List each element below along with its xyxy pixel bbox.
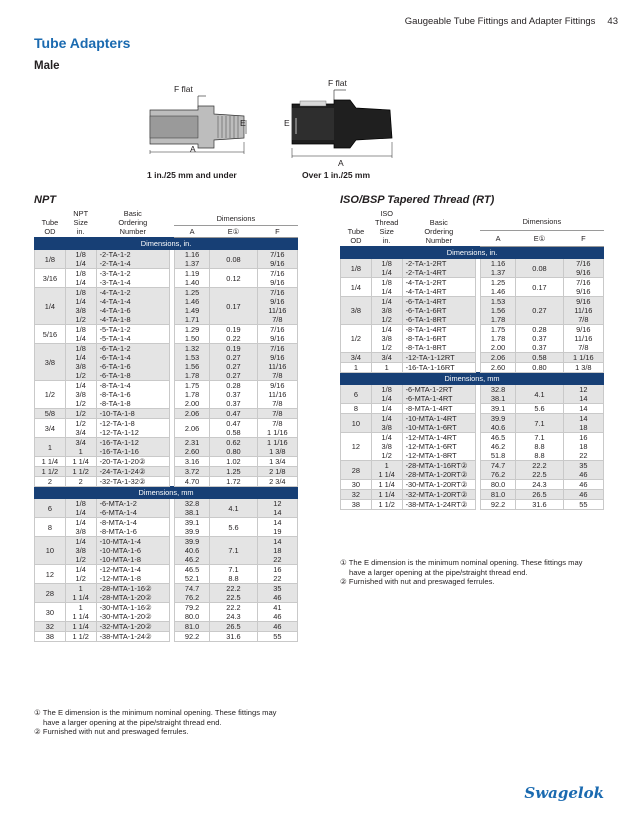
ordering-number-cell: -8-TA-1-4 -8-TA-1-6 -8-TA-1-8 [96,381,169,409]
fitting-diagram [0,78,638,188]
thread-size-cell: 1/4 3/8 [65,518,96,537]
dim-f-cell: 9/16 11/16 7/8 [563,325,603,353]
table-row [35,499,298,518]
npt-notes [34,708,319,737]
dim-e-cell: 7.1 8.8 [210,565,257,584]
right-caption: Over 1 in./25 mm [302,170,371,180]
tube-od-cell: 32 [341,490,372,500]
table-row [341,500,604,510]
dim-a-cell: 1.75 1.78 2.00 [174,381,210,409]
thread-size-cell: 3/4 [371,353,402,363]
thread-size-cell: 1 1/4 [371,480,402,490]
dim-f-cell: 35 46 [257,584,297,603]
dim-a-cell: 1.16 1.37 [480,259,516,278]
dimension-band [341,247,604,259]
iso-table [340,208,604,510]
table-row [35,477,298,487]
dim-f-cell: 14 18 [563,414,603,433]
ordering-number-cell: -32-TA-1-32② [96,477,169,487]
thread-size-cell: 1/2 3/4 [65,419,96,438]
npt-note-2: ② Furnished with nut and preswaged ferrules. [34,727,189,737]
ordering-number-cell: -6-TA-1-2 -6-TA-1-4 -6-TA-1-6 -6-TA-1-8 [96,344,169,381]
tube-od-cell: 3/4 [341,353,372,363]
ordering-number-cell: -38-MTA-1-24② [96,632,169,642]
ordering-number-cell: -28-MTA-1-16RT② -28-MTA-1-20RT② [402,461,475,480]
dim-e-cell: 4.1 [210,499,257,518]
table-row [341,353,604,363]
table-row [35,584,298,603]
dim-a-cell: 1.25 1.46 1.49 1.71 [174,288,210,325]
thread-size-cell: 1 1/4 [65,457,96,467]
table-row [341,259,604,278]
table-row [35,419,298,438]
tube-od-cell: 1/2 [341,325,372,353]
dim-f-cell: 14 19 [257,518,297,537]
dim-f-cell: 41 46 [257,603,297,622]
dim-a-cell: 3.72 [174,467,210,477]
thread-size-cell: 1/4 3/8 1/2 [371,325,402,353]
tube-od-cell: 1/4 [341,278,372,297]
ordering-number-cell: -12-MTA-1-4 -12-MTA-1-8 [96,565,169,584]
tube-od-cell: 12 [35,565,66,584]
page-header [405,16,618,27]
dim-f-cell: 2 3/4 [257,477,297,487]
npt-table [34,208,298,642]
dimension-band [35,487,298,499]
page-number: 43 [607,16,618,27]
tube-od-cell: 1/4 [35,288,66,325]
iso-note-1b: have a larger opening at the pipe/straight thread end. [349,567,528,577]
thread-size-cell: 1/4 3/8 1/2 [65,381,96,409]
tube-od-cell: 1 [35,438,66,457]
dim-e-cell: 31.6 [516,500,563,510]
dim-e-cell: 0.12 [210,269,257,288]
dim-a-cell: 46.5 52.1 [174,565,210,584]
ordering-number-cell: -12-TA-1-8 -12-TA-1-12 [96,419,169,438]
ordering-number-cell: -12-TA-1-12RT [402,353,475,363]
dim-e-cell: 0.17 [516,278,563,297]
table-row [35,457,298,467]
tube-od-cell: 30 [35,603,66,622]
dim-f-cell: 7/16 9/16 [563,278,603,297]
thread-size-cell: 1/8 1/4 [371,259,402,278]
dim-a-cell: 1.25 1.46 [480,278,516,297]
table-row [341,461,604,480]
dim-f-cell: 2 1/8 [257,467,297,477]
ordering-number-cell: -10-TA-1-8 [96,409,169,419]
dim-f-cell: 9/16 11/16 7/8 [257,381,297,409]
dim-f-cell: 7/16 9/16 [257,325,297,344]
thread-size-cell: 1/4 3/8 1/2 [371,297,402,325]
dimension-band-label: Dimensions, mm [35,487,298,499]
dimension-band [341,373,604,385]
dim-e-cell: 0.19 0.22 [210,325,257,344]
npt-head-ordering: Basic Ordering Number [96,208,169,238]
dim-a-cell: 74.7 76.2 [174,584,210,603]
dim-f-cell: 1 3/4 [257,457,297,467]
tube-od-cell: 10 [35,537,66,565]
iso-head-f: F [563,230,603,246]
dim-e-cell: 26.5 [210,622,257,632]
tube-od-cell: 6 [341,385,372,404]
dim-a-cell: 32.8 38.1 [174,499,210,518]
thread-size-cell: 1 1/2 [65,632,96,642]
thread-size-cell: 1 1 1/4 [65,584,96,603]
dim-e-cell: 0.47 0.58 [210,419,257,438]
npt-head-tube: Tube OD [35,208,66,238]
thread-size-cell: 1/8 1/4 [65,499,96,518]
dim-e-cell: 5.6 [210,518,257,537]
dim-f-cell: 55 [257,632,297,642]
npt-head-dimensions: Dimensions [174,208,297,225]
dim-e-cell: 22.2 24.3 [210,603,257,622]
right-a-label: A [338,158,344,168]
dim-e-cell: 0.80 [516,363,563,373]
thread-size-cell: 1/8 1/4 [65,269,96,288]
ordering-number-cell: -3-TA-1-2 -3-TA-1-4 [96,269,169,288]
thread-size-cell: 1 1 1/4 [65,603,96,622]
ordering-number-cell: -32-MTA-1-20② [96,622,169,632]
dim-f-cell: 7/16 9/16 11/16 7/8 [257,344,297,381]
ordering-number-cell: -2-TA-1-2RT -2-TA-1-4RT [402,259,475,278]
ordering-number-cell: -4-TA-1-2 -4-TA-1-4 -4-TA-1-6 -4-TA-1-8 [96,288,169,325]
ordering-number-cell: -2-TA-1-2 -2-TA-1-4 [96,250,169,269]
dim-e-cell: 24.3 [516,480,563,490]
iso-head-dimensions: Dimensions [480,208,603,230]
tube-od-cell: 38 [341,500,372,510]
thread-size-cell: 1/8 1/4 [65,325,96,344]
dim-f-cell: 12 14 [563,385,603,404]
ordering-number-cell: -4-TA-1-2RT -4-TA-1-4RT [402,278,475,297]
ordering-number-cell: -5-TA-1-2 -5-TA-1-4 [96,325,169,344]
table-row [341,433,604,461]
dim-f-cell: 16 18 22 [563,433,603,461]
dim-f-cell: 7/8 1 1/16 [257,419,297,438]
left-fflat-label: F flat [174,84,193,94]
dim-e-cell: 26.5 [516,490,563,500]
tube-od-cell: 2 [35,477,66,487]
dim-a-cell: 81.0 [480,490,516,500]
dimension-band-label: Dimensions, in. [35,238,298,250]
thread-size-cell: 1/8 1/4 3/8 1/2 [65,344,96,381]
table-row [35,518,298,537]
dim-f-cell: 7/16 9/16 [257,250,297,269]
iso-section-title: ISO/BSP Tapered Thread (RT) [340,194,495,206]
left-caption: 1 in./25 mm and under [147,170,237,180]
iso-head-a: A [480,230,516,246]
right-e-label: E [284,118,290,128]
large-fitting-drawing [292,90,392,158]
page-title: Tube Adapters [34,35,131,51]
thread-size-cell: 1 1/2 [65,467,96,477]
ordering-number-cell: -6-TA-1-4RT -6-TA-1-6RT -6-TA-1-8RT [402,297,475,325]
tube-od-cell: 1 1/4 [35,457,66,467]
table-row [35,381,298,409]
thread-size-cell: 1 1 1/4 [371,461,402,480]
ordering-number-cell: -10-MTA-1-4RT -10-MTA-1-6RT [402,414,475,433]
tube-od-cell: 1/2 [35,381,66,409]
page-subtitle: Male [34,60,60,72]
dim-a-cell: 2.06 [174,419,210,438]
swagelok-logo: Swagelok [524,784,604,802]
dim-f-cell: 9/16 11/16 7/8 [563,297,603,325]
thread-size-cell: 1/4 [371,404,402,414]
thread-size-cell: 1/8 1/4 [371,385,402,404]
ordering-number-cell: -38-MTA-1-24RT② [402,500,475,510]
dim-a-cell: 1.75 1.78 2.00 [480,325,516,353]
dim-e-cell: 0.19 0.27 0.27 0.27 [210,344,257,381]
dim-e-cell: 0.28 0.37 0.37 [516,325,563,353]
ordering-number-cell: -16-TA-1-16RT [402,363,475,373]
ordering-number-cell: -28-MTA-1-16② -28-MTA-1-20② [96,584,169,603]
dim-a-cell: 92.2 [174,632,210,642]
thread-size-cell: 1/8 1/4 3/8 1/2 [65,288,96,325]
dim-f-cell: 46 [563,490,603,500]
dim-f-cell: 7/16 9/16 [257,269,297,288]
dim-e-cell: 4.1 [516,385,563,404]
dimension-band-label: Dimensions, in. [341,247,604,259]
thread-size-cell: 1/4 1/2 [65,565,96,584]
dim-a-cell: 74.7 76.2 [480,461,516,480]
table-row [341,278,604,297]
npt-section-title: NPT [34,194,56,206]
dim-e-cell: 0.28 0.37 0.37 [210,381,257,409]
dim-e-cell: 0.08 [516,259,563,278]
dim-f-cell: 1 3/8 [563,363,603,373]
dim-a-cell: 2.60 [480,363,516,373]
table-row [341,490,604,500]
npt-head-e: E① [210,225,257,237]
iso-note-1: ① The E dimension is the minimum nominal opening. These fittings may [340,558,583,567]
dim-a-cell: 3.16 [174,457,210,467]
thread-size-cell: 3/4 1 [65,438,96,457]
ordering-number-cell: -30-MTA-1-16② -30-MTA-1-20② [96,603,169,622]
dim-f-cell: 7/16 9/16 [563,259,603,278]
tube-od-cell: 3/8 [341,297,372,325]
dim-f-cell: 7/16 9/16 11/16 7/8 [257,288,297,325]
npt-head-f: F [257,225,297,237]
dim-a-cell: 2.06 [174,409,210,419]
dim-e-cell: 31.6 [210,632,257,642]
dimension-band [35,238,298,250]
iso-notes [340,558,625,587]
thread-size-cell: 1/8 1/4 [65,250,96,269]
ordering-number-cell: -8-MTA-1-4 -8-MTA-1-6 [96,518,169,537]
dim-a-cell: 79.2 80.0 [174,603,210,622]
dim-a-cell: 46.5 46.2 51.8 [480,433,516,461]
tube-od-cell: 3/16 [35,269,66,288]
npt-note-1b: have a larger opening at the pipe/straight thread end. [43,717,222,727]
iso-head-e: E① [516,230,563,246]
dim-f-cell: 16 22 [257,565,297,584]
dimension-band-label: Dimensions, mm [341,373,604,385]
dim-a-cell: 81.0 [174,622,210,632]
table-row [35,632,298,642]
table-row [341,480,604,490]
dim-a-cell: 39.1 39.9 [174,518,210,537]
dim-f-cell: 46 [257,622,297,632]
thread-size-cell: 1/2 [65,409,96,419]
npt-head-a: A [174,225,210,237]
thread-size-cell: 1/8 1/4 [371,278,402,297]
table-row [35,467,298,477]
dim-e-cell: 5.6 [516,404,563,414]
ordering-number-cell: -12-MTA-1-4RT -12-MTA-1-6RT -12-MTA-1-8RT [402,433,475,461]
dim-a-cell: 1.29 1.50 [174,325,210,344]
table-row [341,414,604,433]
small-fitting-drawing [150,96,246,154]
ordering-number-cell: -20-TA-1-20② [96,457,169,467]
tube-od-cell: 28 [35,584,66,603]
dim-f-cell: 55 [563,500,603,510]
dim-e-cell: 0.27 [516,297,563,325]
iso-head-tube: Tube OD [341,208,372,247]
table-row [341,363,604,373]
thread-size-cell: 2 [65,477,96,487]
dim-e-cell: 0.08 [210,250,257,269]
dim-e-cell: 1.72 [210,477,257,487]
dim-e-cell: 0.17 [210,288,257,325]
ordering-number-cell: -6-MTA-1-2 -6-MTA-1-4 [96,499,169,518]
left-a-label: A [190,144,196,154]
tube-od-cell: 38 [35,632,66,642]
dim-e-cell: 1.25 [210,467,257,477]
table-row [341,325,604,353]
ordering-number-cell: -8-MTA-1-4RT [402,404,475,414]
thread-size-cell: 1/4 3/8 1/2 [371,433,402,461]
table-row [35,438,298,457]
ordering-number-cell: -10-MTA-1-4 -10-MTA-1-6 -10-MTA-1-8 [96,537,169,565]
ordering-number-cell: -16-TA-1-12 -16-TA-1-16 [96,438,169,457]
table-row [35,288,298,325]
dim-e-cell: 7.1 [210,537,257,565]
tube-od-cell: 8 [341,404,372,414]
dim-a-cell: 39.1 [480,404,516,414]
npt-head-thread: NPT Size in. [65,208,96,238]
dim-a-cell: 1.53 1.56 1.78 [480,297,516,325]
dim-a-cell: 2.06 [480,353,516,363]
dim-a-cell: 80.0 [480,480,516,490]
right-fflat-label: F flat [328,78,347,88]
dim-f-cell: 1 1/16 1 3/8 [257,438,297,457]
dim-f-cell: 12 14 [257,499,297,518]
thread-size-cell: 1 1/4 [371,490,402,500]
table-row [35,344,298,381]
table-row [341,297,604,325]
ordering-number-cell: -24-TA-1-24② [96,467,169,477]
iso-head-ordering: Basic Ordering Number [402,208,475,247]
tube-od-cell: 30 [341,480,372,490]
dim-a-cell: 39.9 40.6 [480,414,516,433]
thread-size-cell: 1/4 3/8 1/2 [65,537,96,565]
dim-e-cell: 0.58 [516,353,563,363]
thread-size-cell: 1 1/2 [371,500,402,510]
tube-od-cell: 3/4 [35,419,66,438]
dim-e-cell: 0.47 [210,409,257,419]
tube-od-cell: 1 [341,363,372,373]
dim-f-cell: 46 [563,480,603,490]
ordering-number-cell: -8-TA-1-4RT -8-TA-1-6RT -8-TA-1-8RT [402,325,475,353]
thread-size-cell: 1/4 3/8 [371,414,402,433]
tube-od-cell: 32 [35,622,66,632]
tube-od-cell: 28 [341,461,372,480]
tube-od-cell: 1/8 [341,259,372,278]
dim-f-cell: 14 [563,404,603,414]
tube-od-cell: 8 [35,518,66,537]
dim-f-cell: 35 46 [563,461,603,480]
table-row [35,269,298,288]
iso-note-2: ② Furnished with nut and preswaged ferrules. [340,577,495,587]
tube-od-cell: 5/8 [35,409,66,419]
dim-e-cell: 22.2 22.5 [210,584,257,603]
table-row [35,409,298,419]
dim-a-cell: 1.19 1.40 [174,269,210,288]
table-row [35,603,298,622]
dim-e-cell: 1.02 [210,457,257,467]
dim-e-cell: 0.62 0.80 [210,438,257,457]
dim-f-cell: 7/8 [257,409,297,419]
tube-od-cell: 5/16 [35,325,66,344]
iso-head-thread: ISO Thread Size in. [371,208,402,247]
table-row [35,537,298,565]
tube-od-cell: 6 [35,499,66,518]
ordering-number-cell: -32-MTA-1-20RT② [402,490,475,500]
tube-od-cell: 1/8 [35,250,66,269]
ordering-number-cell: -6-MTA-1-2RT -6-MTA-1-4RT [402,385,475,404]
thread-size-cell: 1 1/4 [65,622,96,632]
table-row [35,622,298,632]
dim-a-cell: 2.31 2.60 [174,438,210,457]
dim-a-cell: 1.16 1.37 [174,250,210,269]
table-row [35,325,298,344]
thread-size-cell: 1 [371,363,402,373]
tube-od-cell: 3/8 [35,344,66,381]
dim-f-cell: 1 1/16 [563,353,603,363]
dim-e-cell: 22.2 22.5 [516,461,563,480]
dim-f-cell: 14 18 22 [257,537,297,565]
header-text: Gaugeable Tube Fittings and Adapter Fittings [404,16,596,27]
ordering-number-cell: -30-MTA-1-20RT② [402,480,475,490]
dim-e-cell: 7.1 [516,414,563,433]
table-row [341,404,604,414]
dim-a-cell: 1.32 1.53 1.56 1.78 [174,344,210,381]
tube-od-cell: 12 [341,433,372,461]
tube-od-cell: 10 [341,414,372,433]
dim-a-cell: 4.70 [174,477,210,487]
table-row [35,565,298,584]
npt-note-1: ① The E dimension is the minimum nominal opening. These fittings may [34,708,277,717]
dim-a-cell: 32.8 38.1 [480,385,516,404]
table-row [35,250,298,269]
left-e-label: E [240,118,246,128]
tube-od-cell: 1 1/2 [35,467,66,477]
dim-a-cell: 92.2 [480,500,516,510]
dim-a-cell: 39.9 40.6 46.2 [174,537,210,565]
dim-e-cell: 7.1 8.8 8.8 [516,433,563,461]
table-row [341,385,604,404]
